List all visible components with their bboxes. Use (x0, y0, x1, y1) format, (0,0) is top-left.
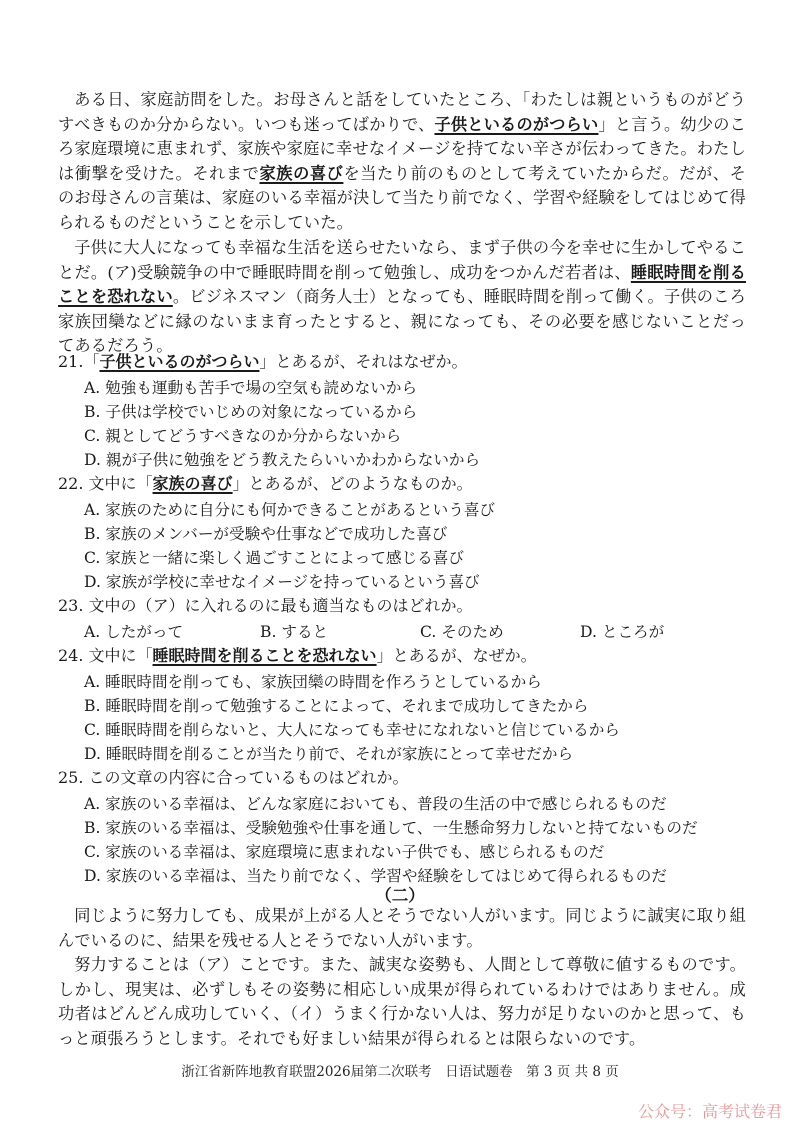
q21-option-c: C. 親としてどうすべきなのか分からないから (84, 427, 402, 445)
q22-option-b: B. 家族のメンバーが受験や仕事などで成功した喜び (84, 525, 448, 543)
q25-stem: 25. この文章の内容に合っているものはどれか。 (58, 768, 409, 787)
p1-text-a: ある日、家庭訪問をした。お母さんと話をしていたところ、「わたしは親というものがどうすべきものか分からない。いつも迷ってばかりで、 (58, 90, 746, 134)
p2-underline-suimin: 睡眠時間を削ることを恐れない (58, 262, 746, 307)
p2-text-b: 。ビジネスマン（商务人士）となっても、睡眠時間を削って働く。子供のころ家族団欒などに縁のないまま育ったとすると、親になっても、その必要を感じないことだってあるだろう。 (58, 287, 746, 356)
question-21 (58, 350, 758, 375)
passage2-paragraph1 (58, 904, 746, 953)
q22-post: 」とあるが、どのようなものか。 (232, 474, 473, 493)
q24-option-c: C. 睡眠時間を削らないと、大人になっても幸せになれないと信じているから (84, 721, 620, 739)
p1-text-c: を当たり前のものとして考えていたからだ。だが、そのお母さんの言葉は、家庭のいる幸福が決して当たり前でなく、学習や経験をしてはじめて得られるものだということを示していた。 (58, 163, 746, 232)
q24-option-b: B. 睡眠時間を削って勉強することによって、それまで成功してきたから (84, 697, 589, 715)
q25-option-d: D. 家族のいる幸福は、当たり前でなく、学習や経験をしてはじめて得られるものだ (84, 867, 667, 885)
q23-option-a: A. したがって (84, 623, 184, 641)
q24-underline: 睡眠時間を削ることを恐れない (152, 646, 377, 665)
page-footer: 浙江省新阵地教育联盟2026届第二次联考 日语试题卷 第 3 页 共 8 页 (181, 1064, 619, 1080)
q21-option-a: A. 勉強も運動も苦手で場の空気も読めないから (84, 379, 418, 397)
q22-pre: 22. 文中に「 (58, 474, 153, 493)
q21-underline: 子供といるのがつらい (99, 352, 260, 371)
passage2-paragraph2 (58, 953, 746, 1051)
passage2-p1-text: 同じように努力しても、成果が上がる人とそうでない人がいます。同じように誠実に取り組んでいるのに、結果を残せる人とそうでない人がいます。 (58, 906, 746, 950)
q25-option-c: C. 家族のいる幸福は、家庭環境に恵まれない子供でも、感じられるものだ (84, 843, 605, 861)
q23-option-d: D. ところが (580, 623, 665, 641)
q24-post: 」とあるが、なぜか。 (376, 646, 537, 665)
p2-text-a: 子供に大人になっても幸福な生活を送らせたいなら、まず子供の今を幸せに生かしてやることだ。(ア)受験競争の中で睡眠時間を削って勉強し、成功をつかんだ若者は、 (58, 238, 746, 282)
q24-option-d: D. 睡眠時間を削ることが当たり前で、それが家族にとって幸せだから (84, 745, 574, 763)
q25-option-b: B. 家族のいる幸福は、受験勉強や仕事を通して、一生懸命努力しないと持てないものだ (84, 819, 698, 837)
q25-option-a: A. 家族のいる幸福は、どんな家庭においても、普段の生活の中で感じられるものだ (84, 795, 667, 813)
q21-pre: 21.「 (58, 352, 100, 371)
p1-underline-kodomo: 子供といるのがつらい (434, 114, 599, 134)
q23-stem: 23. 文中の（ア）に入れるのに最も適当なものはどれか。 (58, 596, 473, 615)
q21-option-b: B. 子供は学校でいじめの対象になっているから (84, 403, 418, 421)
passage1-paragraph2 (58, 236, 746, 359)
p1-underline-kazoku: 家族の喜び (259, 163, 344, 183)
q24-option-a: A. 睡眠時間を削っても、家族団欒の時間を作ろうとしているから (84, 673, 542, 691)
watermark: 公众号：高考试卷君 (637, 1102, 782, 1121)
q22-option-d: D. 家族が学校に幸せなイメージを持っているという喜び (84, 573, 480, 591)
q21-option-d: D. 親が子供に勉強をどう教えたらいいかわからないから (84, 451, 481, 469)
q24-pre: 24. 文中に「 (58, 646, 153, 665)
passage1-paragraph1 (58, 88, 746, 236)
question-22 (58, 472, 758, 497)
q22-option-a: A. 家族のために自分にも何かできることがあるという喜び (84, 501, 496, 519)
question-25 (58, 766, 758, 791)
q22-option-c: C. 家族と一緒に楽しく過ごすことによって感じる喜び (84, 549, 464, 567)
passage2-p2-text: 努力することは（ア）ことです。また、誠実な姿勢も、人間として尊敬に値するものです。しかし、現実は、必ずしもその姿勢に相応しい成果が得られているわけではありません。成功者はどんどん成功していく、（イ）うまく行かない人は、努力が足りないのかと思って、もっと頑張ろうとします。それでも好ましい結果が得られるとは限らないのです。 (58, 955, 746, 1048)
q23-option-b: B. すると (260, 623, 329, 641)
section-heading: （二） (375, 886, 425, 905)
q23-option-c: C. そのため (420, 623, 504, 641)
q22-underline: 家族の喜び (152, 474, 233, 493)
question-24 (58, 644, 758, 669)
question-23 (58, 594, 758, 619)
p1-text-b: 」と言う。幼少のころ家庭環境に恵まれず、家族や家庭に幸せなイメージを持てない辛さが伝わってきた。わたしは衝撃を受けた。それまで (58, 114, 746, 183)
q21-post: 」とあるが、それはなぜか。 (259, 352, 468, 371)
q23-options (84, 620, 724, 644)
